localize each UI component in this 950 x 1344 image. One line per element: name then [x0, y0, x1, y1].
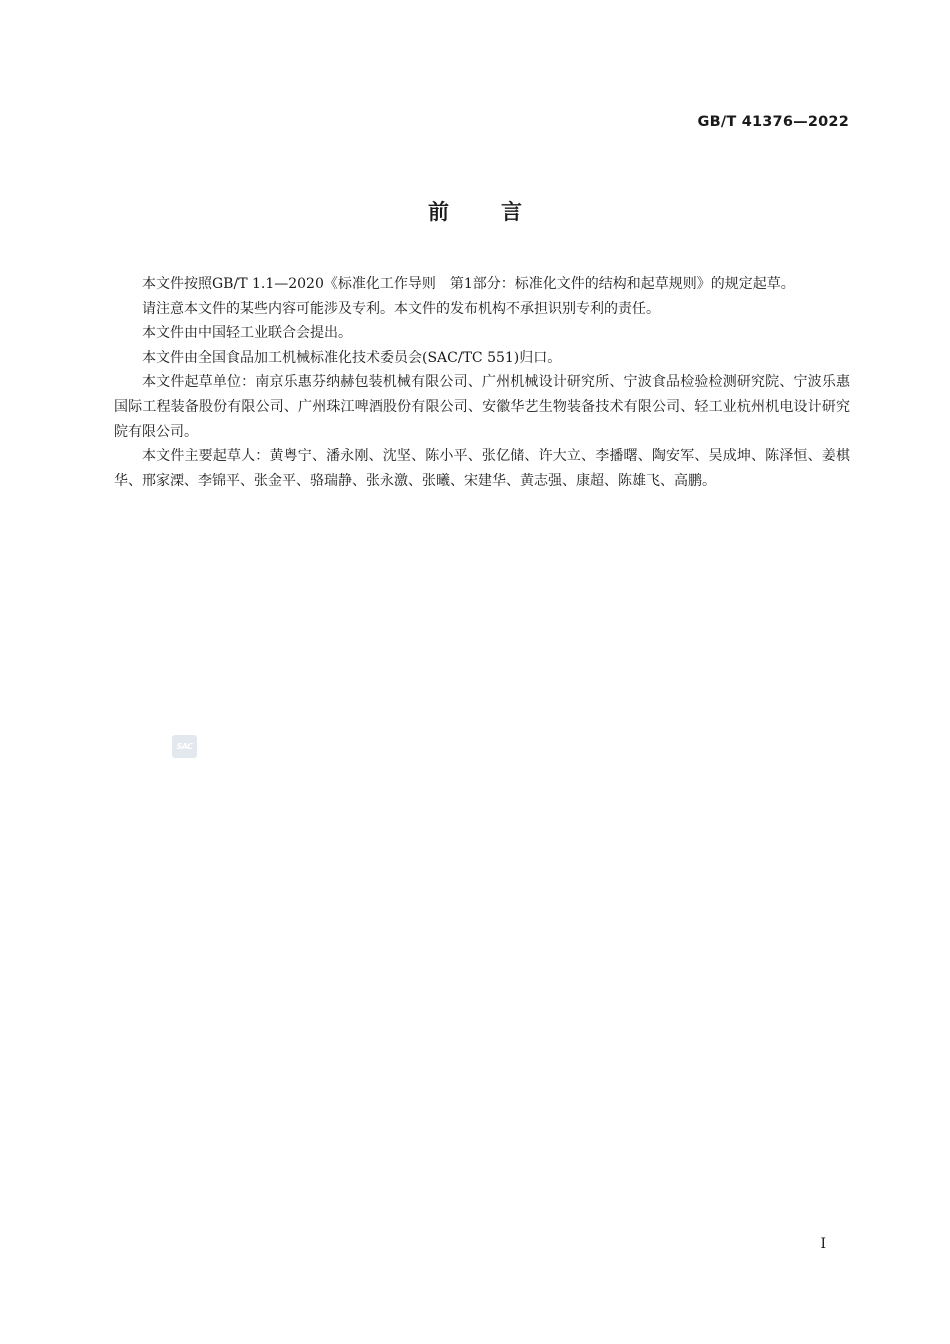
paragraph-drafting-organizations: 本文件起草单位：南京乐惠芬纳赫包装机械有限公司、广州机械设计研究所、宁波食品检验检测研究院、宁波乐惠国际工程装备股份有限公司、广州珠江啤酒股份有限公司、安徽华艺生物装备技术有限公司、轻工业杭州机电设计研究院有限公司。 — [114, 374, 850, 440]
paragraph-under-jurisdiction: 本文件由全国食品加工机械标准化技术委员会(SAC/TC 551)归口。 — [142, 349, 562, 366]
paragraph-drafting-rules: 本文件按照GB/T 1.1—2020《标准化工作导则 第1部分：标准化文件的结构和起草规则》的规定起草。 — [142, 276, 795, 292]
paragraph-patent-notice: 请注意本文件的某些内容可能涉及专利。本文件的发布机构不承担识别专利的责任。 — [142, 300, 660, 317]
title-char-2: 言 — [501, 200, 522, 224]
title-char-1: 前 — [428, 200, 449, 224]
standard-code: GB/T 41376—2022 — [697, 114, 849, 130]
sac-logo-watermark: SAC — [172, 735, 197, 758]
foreword-body — [114, 272, 850, 493]
paragraph-main-drafters: 本文件主要起草人：黄粤宁、潘永刚、沈坚、陈小平、张亿储、许大立、李播曙、陶安军、吴成坤、陈泽恒、姜棋华、邢家溧、李锦平、张金平、骆瑞静、张永激、张曦、宋建华、黄志强、康超、陈雄飞、高鹏。 — [114, 448, 850, 489]
paragraph-proposed-by: 本文件由中国轻工业联合会提出。 — [142, 325, 352, 342]
page-number: I — [820, 1236, 826, 1252]
section-title — [0, 196, 950, 226]
